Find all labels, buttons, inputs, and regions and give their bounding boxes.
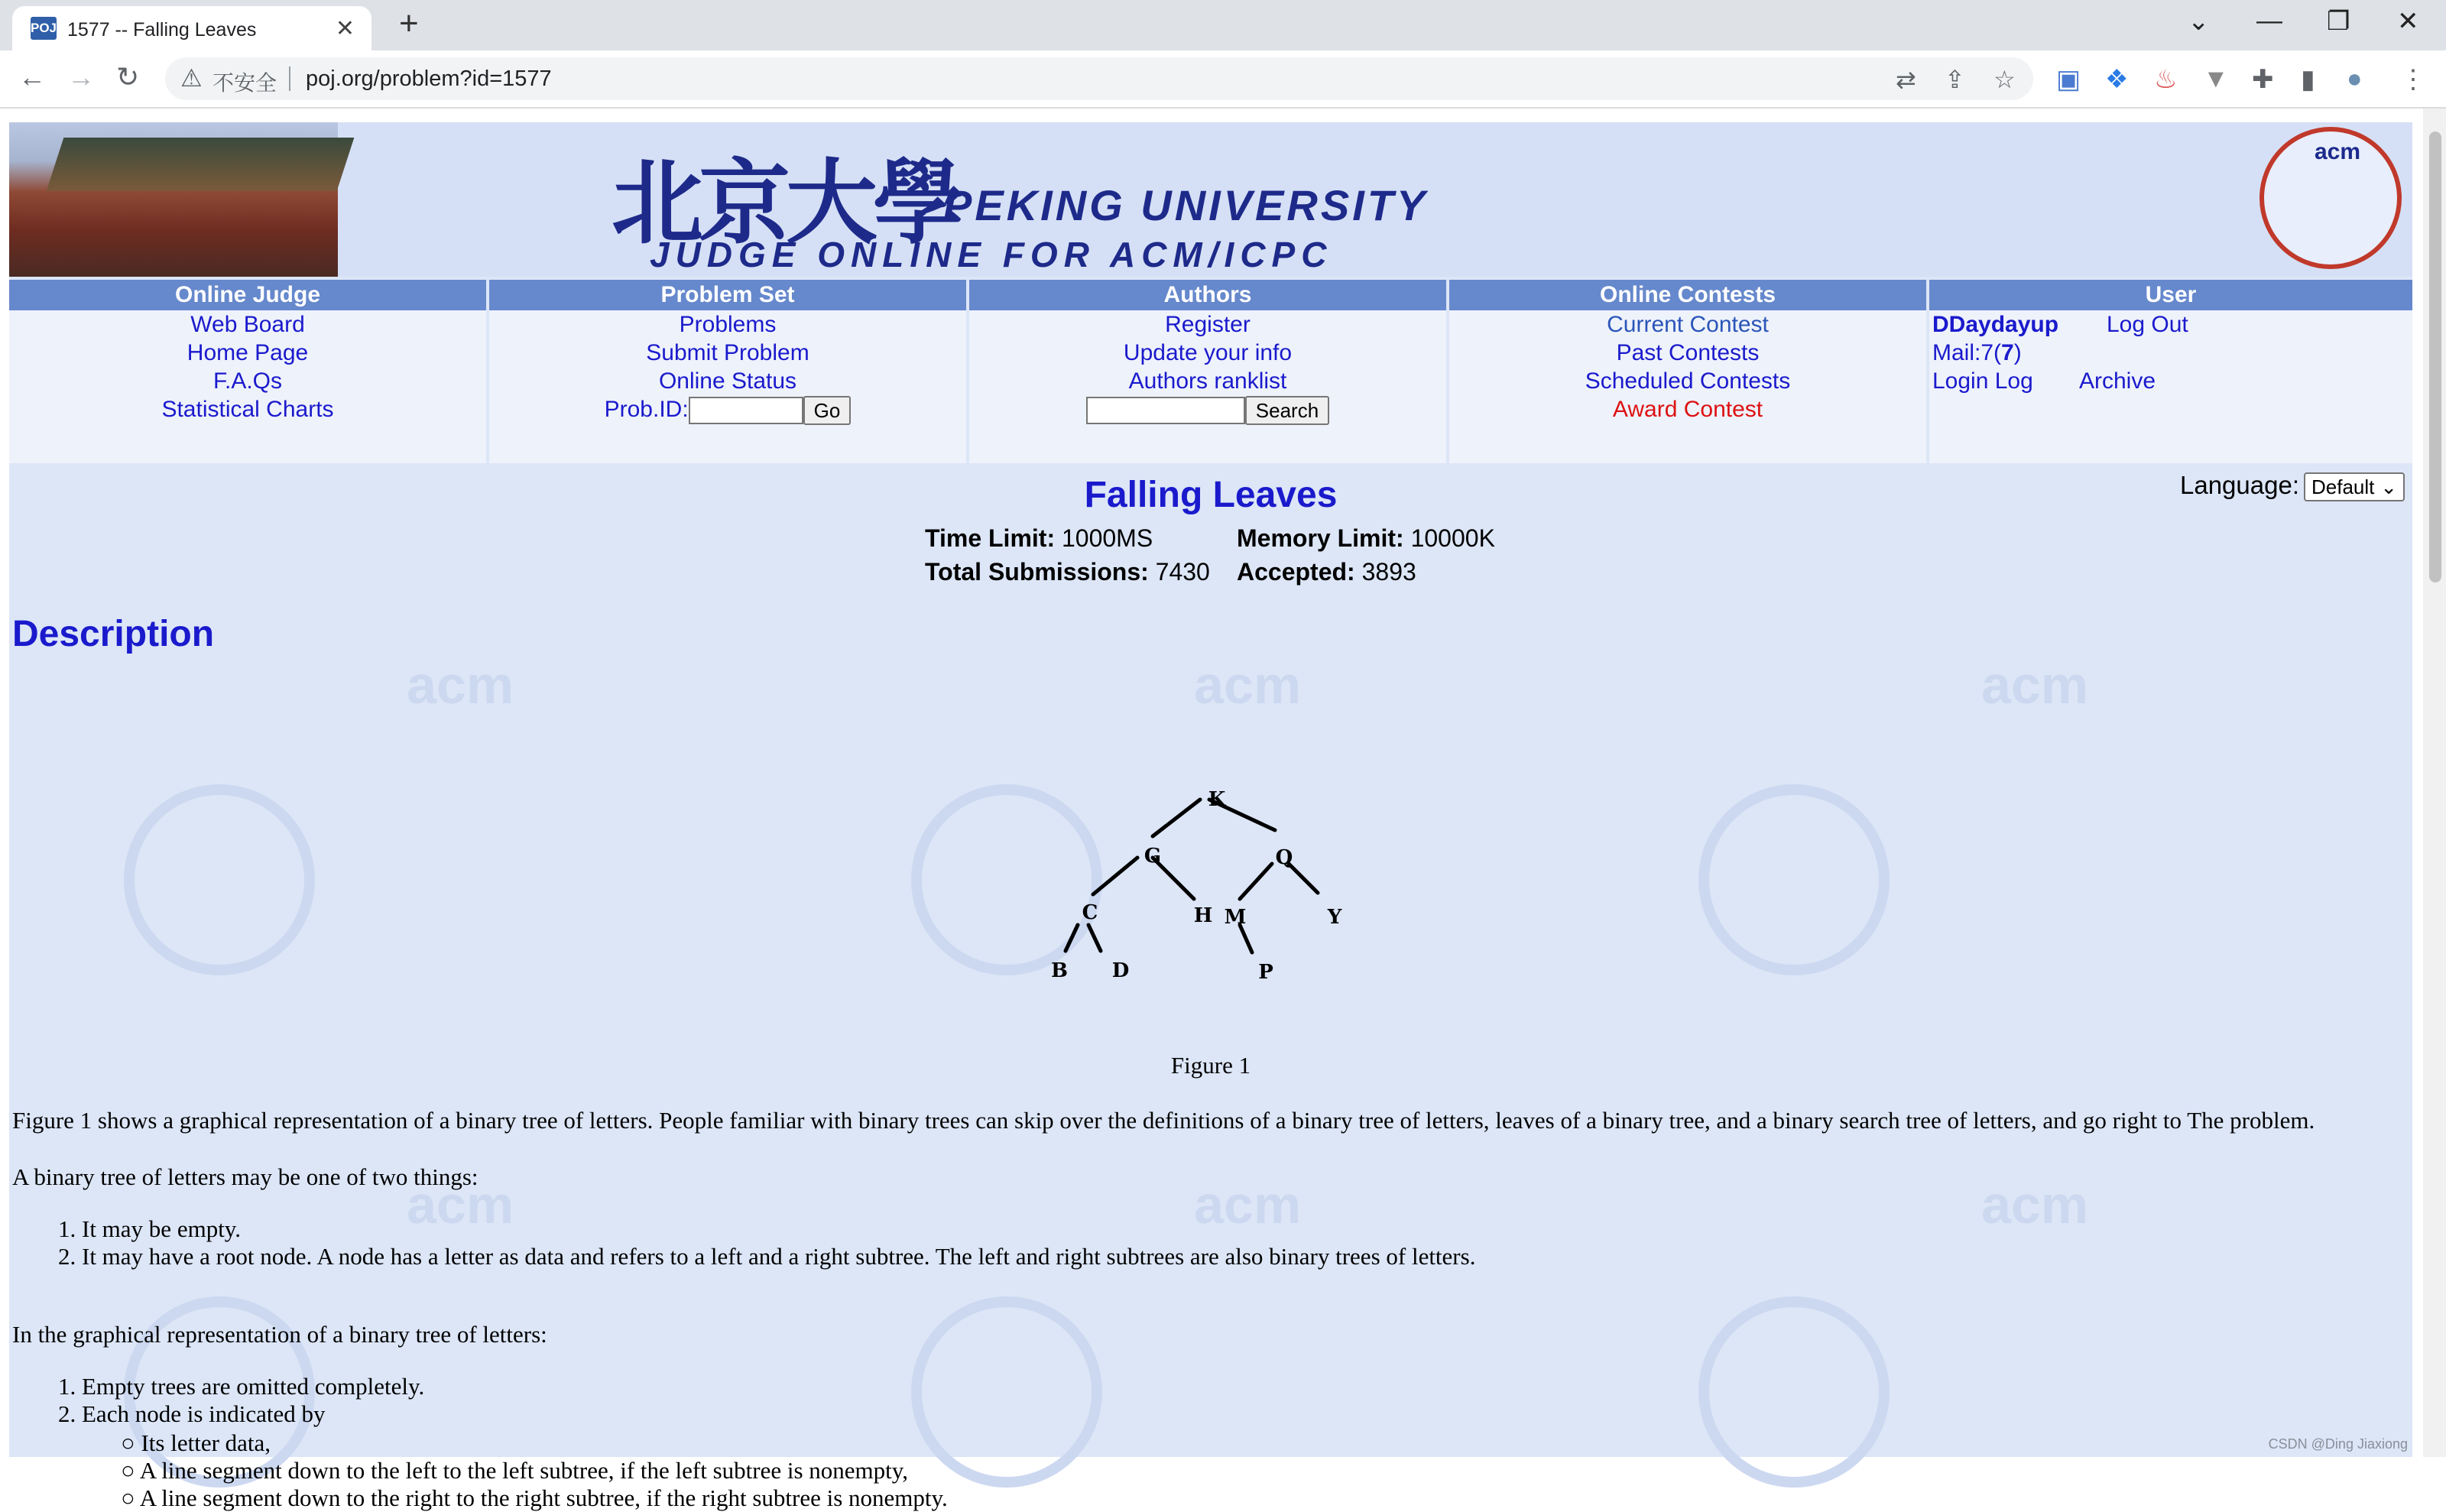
total-label: Total Submissions: bbox=[925, 558, 1149, 586]
nav-head: User bbox=[1929, 280, 2412, 310]
link-online-status[interactable]: Online Status bbox=[658, 368, 797, 394]
minimize-icon[interactable]: — bbox=[2256, 6, 2282, 35]
figure-caption: Figure 1 bbox=[1170, 1052, 1251, 1079]
sublist-item: ○ A line segment down to the left to the left subtree, if the left subtree is nonempty, bbox=[121, 1457, 909, 1484]
watermark-seal bbox=[1698, 1296, 1890, 1488]
watermark-acm: acm bbox=[1981, 655, 2089, 715]
memory-limit-value: 10000K bbox=[1410, 524, 1495, 552]
accepted-value: 3893 bbox=[1361, 558, 1416, 586]
problem-content bbox=[9, 463, 2412, 1511]
list-item-text: Each node is indicated by bbox=[82, 1400, 326, 1427]
link-scheduled-contests[interactable]: Scheduled Contests bbox=[1585, 368, 1791, 394]
logout-link[interactable]: Log Out bbox=[2107, 312, 2188, 337]
link-problems[interactable]: Problems bbox=[679, 312, 777, 337]
main-nav bbox=[9, 280, 2412, 463]
acm-icpc-logo bbox=[2259, 127, 2402, 269]
tree-node: C bbox=[1082, 901, 1098, 924]
watermark-acm: acm bbox=[407, 655, 514, 715]
link-past-contests[interactable]: Past Contests bbox=[1616, 340, 1760, 365]
edge bbox=[1289, 864, 1318, 893]
bookmark-star-icon[interactable]: ☆ bbox=[1993, 66, 2016, 93]
forward-arrow-icon[interactable]: → bbox=[67, 61, 95, 92]
edge bbox=[1240, 864, 1272, 899]
menu-kebab-icon[interactable]: ⋮ bbox=[2400, 65, 2426, 94]
nav-head: Online Judge bbox=[9, 280, 486, 310]
poj-banner bbox=[9, 122, 2412, 277]
list-item: 2. Each node is indicated by bbox=[58, 1400, 326, 1427]
author-search-row bbox=[969, 395, 1446, 423]
nav-col-online-contests bbox=[1449, 280, 1926, 463]
divider bbox=[289, 67, 290, 91]
warning-icon[interactable]: ⚠ bbox=[180, 64, 203, 92]
nav-head: Authors bbox=[969, 280, 1446, 310]
nav-col-user bbox=[1929, 280, 2412, 463]
link-update-info[interactable]: Update your info bbox=[1123, 340, 1293, 365]
edge bbox=[1088, 925, 1101, 951]
vue-devtools-icon[interactable]: ▼ bbox=[2203, 64, 2229, 93]
back-arrow-icon[interactable]: ← bbox=[18, 61, 46, 92]
sublist-item-text: A line segment down to the right to the right subtree, if the right subtree is nonempty. bbox=[139, 1484, 948, 1511]
google-translate-extension-icon[interactable]: ▣ bbox=[2056, 65, 2081, 94]
paragraph-graphical: In the graphical representation of a binary tree of letters: bbox=[12, 1321, 547, 1348]
watermark-acm: acm bbox=[1194, 655, 1302, 715]
close-window-icon[interactable]: ✕ bbox=[2397, 7, 2419, 36]
poj-favicon-icon: POJ bbox=[31, 17, 57, 40]
link-web-board[interactable]: Web Board bbox=[190, 312, 305, 337]
memory-limit-label: Memory Limit: bbox=[1237, 524, 1404, 552]
paragraph-definition: A binary tree of letters may be one of two things: bbox=[12, 1163, 478, 1190]
mail-prefix: Mail:7( bbox=[1932, 340, 2002, 365]
accepted bbox=[1237, 558, 1416, 586]
sublist-item: ○ A line segment down to the right to the right subtree, if the right subtree is nonempty. bbox=[121, 1484, 948, 1511]
edge bbox=[1093, 858, 1137, 894]
accepted-label: Accepted: bbox=[1237, 558, 1355, 586]
problem-title: Falling Leaves bbox=[1084, 475, 1338, 515]
link-faqs[interactable]: F.A.Qs bbox=[212, 368, 282, 394]
link-statistical-charts[interactable]: Statistical Charts bbox=[161, 397, 334, 422]
tree-node: K bbox=[1208, 788, 1226, 811]
list-item: 2. It may have a root node. A node has a letter as data and refers to a left and a right subtree. The left and right subtrees are also binary trees of letters. bbox=[58, 1243, 1476, 1270]
memory-limit bbox=[1237, 524, 1495, 553]
logo-chinese: 北京大學 bbox=[612, 149, 960, 257]
list-item-text: It may have a root node. A node has a letter as data and refers to a left and a right subtree. The left and right subtrees are also binary trees of letters. bbox=[82, 1243, 1476, 1270]
close-tab-icon[interactable]: ✕ bbox=[335, 16, 355, 41]
time-limit bbox=[925, 524, 1153, 553]
binary-tree-figure bbox=[1003, 657, 1416, 1032]
watermark-seal bbox=[911, 1296, 1102, 1488]
sublist-item-text: A line segment down to the left to the left subtree, if the left subtree is nonempty, bbox=[139, 1457, 909, 1484]
list-item: 1. It may be empty. bbox=[58, 1215, 242, 1242]
archive-link[interactable]: Archive bbox=[2079, 368, 2156, 394]
link-register[interactable]: Register bbox=[1165, 312, 1251, 337]
share-icon[interactable]: ⇪ bbox=[1945, 66, 1965, 93]
mail-suffix: ) bbox=[2013, 340, 2022, 365]
watermark-seal bbox=[124, 784, 315, 975]
link-home-page[interactable]: Home Page bbox=[187, 340, 309, 365]
profile-avatar[interactable]: ● bbox=[2347, 64, 2363, 93]
probid-input[interactable] bbox=[689, 397, 803, 424]
tree-node: Q bbox=[1275, 846, 1293, 869]
language-label: Language: bbox=[2180, 471, 2299, 499]
watermark-seal bbox=[1698, 784, 1890, 975]
tree-node: H bbox=[1193, 904, 1213, 927]
reload-icon[interactable]: ↻ bbox=[116, 61, 140, 92]
login-log-link[interactable]: Login Log bbox=[1932, 368, 2033, 394]
sublist-item: ○ Its letter data, bbox=[121, 1429, 271, 1456]
address-bar[interactable] bbox=[165, 57, 2033, 100]
watermark-acm: acm bbox=[1194, 1175, 1302, 1235]
username-link[interactable]: DDaydayup bbox=[1932, 312, 2059, 337]
author-search-input[interactable] bbox=[1086, 397, 1245, 424]
search-button[interactable]: Search bbox=[1245, 396, 1329, 425]
probid-label: Prob.ID: bbox=[604, 397, 689, 422]
probid-row bbox=[489, 395, 966, 423]
tab-search-chevron-icon[interactable]: ⌄ bbox=[2188, 7, 2210, 36]
edge bbox=[1066, 925, 1078, 951]
extensions-puzzle-icon[interactable]: ✚ bbox=[2252, 65, 2274, 94]
tab-title: 1577 -- Falling Leaves bbox=[67, 19, 257, 41]
insecure-label[interactable]: 不安全 bbox=[212, 71, 277, 95]
nav-col-authors bbox=[969, 280, 1446, 463]
restore-icon[interactable]: ❐ bbox=[2327, 7, 2350, 36]
tree-node: B bbox=[1051, 959, 1068, 982]
total-value: 7430 bbox=[1155, 558, 1210, 586]
language-select[interactable] bbox=[2304, 472, 2405, 501]
edge bbox=[1240, 925, 1252, 952]
gate-roof bbox=[47, 138, 355, 191]
watermark-acm: acm bbox=[407, 1175, 514, 1235]
link-submit-problem[interactable]: Submit Problem bbox=[646, 340, 809, 365]
nav-col-problem-set bbox=[489, 280, 966, 463]
mail-link[interactable] bbox=[1932, 340, 2022, 366]
chevron-down-icon: ⌄ bbox=[2380, 475, 2397, 498]
nav-head: Problem Set bbox=[489, 280, 966, 310]
tree-node: D bbox=[1111, 959, 1130, 982]
browser-toolbar bbox=[0, 50, 2446, 109]
time-limit-label: Time Limit: bbox=[925, 524, 1056, 552]
nav-col-online-judge bbox=[9, 280, 486, 463]
tree-node: M bbox=[1224, 906, 1247, 929]
time-limit-value: 1000MS bbox=[1061, 524, 1153, 552]
tree-node: P bbox=[1258, 961, 1273, 984]
link-current-contest[interactable]: Current Contest bbox=[1607, 312, 1769, 337]
go-button[interactable]: Go bbox=[803, 396, 852, 425]
gate-image bbox=[9, 122, 338, 277]
link-authors-ranklist[interactable]: Authors ranklist bbox=[1128, 368, 1287, 394]
list-item-text: Empty trees are omitted completely. bbox=[82, 1373, 425, 1400]
acm-logo-text: acm bbox=[2315, 139, 2361, 164]
tab-bar bbox=[0, 0, 2446, 50]
scrollbar-thumb[interactable] bbox=[2429, 131, 2441, 582]
watermark-acm: acm bbox=[1981, 1175, 2089, 1235]
csdn-watermark: CSDN @Ding Jiaxiong bbox=[2268, 1436, 2408, 1452]
logo-subtitle: JUDGE ONLINE FOR ACM/ICPC bbox=[650, 235, 1333, 274]
page-scrollbar[interactable] bbox=[2423, 109, 2446, 1457]
list-item: 1. Empty trees are omitted completely. bbox=[58, 1373, 425, 1400]
nav-head: Online Contests bbox=[1449, 280, 1926, 310]
url-text[interactable]: poj.org/problem?id=1577 bbox=[306, 67, 552, 91]
edge bbox=[1153, 800, 1200, 836]
dropbox-extension-icon[interactable]: ❖ bbox=[2105, 65, 2129, 94]
link-award-contest[interactable]: Award Contest bbox=[1612, 397, 1763, 422]
translate-icon[interactable]: ⇄ bbox=[1896, 66, 1916, 93]
total-submissions bbox=[925, 558, 1210, 586]
tree-node: Y bbox=[1327, 906, 1342, 929]
logo-english: PEKING UNIVERSITY bbox=[943, 181, 1429, 229]
language-value: Default bbox=[2311, 475, 2375, 498]
side-panel-icon[interactable]: ▮ bbox=[2301, 65, 2315, 94]
list-item-text: It may be empty. bbox=[82, 1215, 242, 1242]
page bbox=[9, 122, 2412, 1511]
mail-count: 7 bbox=[2001, 340, 2014, 365]
new-tab-button[interactable]: + bbox=[399, 5, 419, 42]
paragraph-intro: Figure 1 shows a graphical representation of a binary tree of letters. People familiar with binary trees can skip over the definitions of a binary tree of letters, leaves of a binary tree, and a binary search tree of letters, and go right to The problem. bbox=[12, 1107, 2315, 1134]
extension-icon[interactable]: ♨ bbox=[2154, 65, 2178, 94]
tree-node: G bbox=[1144, 845, 1162, 868]
sublist-item-text: Its letter data, bbox=[141, 1429, 271, 1456]
description-heading: Description bbox=[12, 614, 215, 654]
browser-tab[interactable] bbox=[12, 6, 371, 50]
